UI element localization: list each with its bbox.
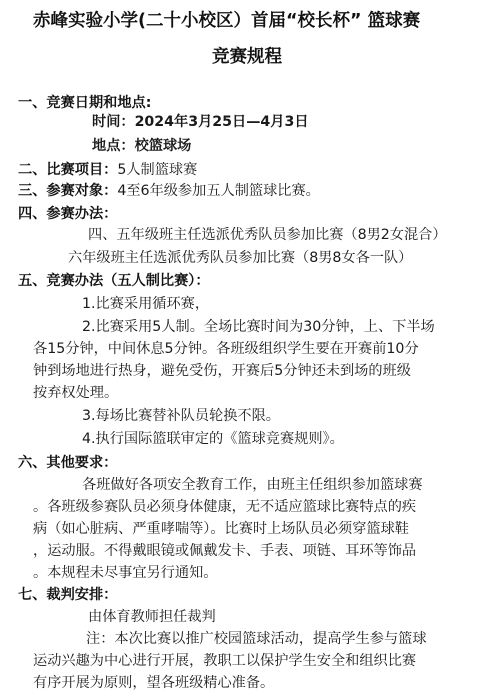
section2-row [18,160,197,180]
section6-line: 。本规程未尽事宜另行通知。 [33,565,218,581]
section5-line: 按弃权处理。 [33,385,119,401]
section7-heading: 七、裁判安排： [18,587,118,603]
section5-line: 各15分钟，中间休息5分钟。各班级组织学生要在开赛前10分 [33,341,419,357]
section5-line: 3.每场比赛替补队员轮换不限。 [82,408,280,424]
competition-date: 时间：2024年3月25日—4月3日 [92,114,309,130]
section6-line: 病（如心脏病、严重哮喘等）。比赛时上场队员必须穿篮球鞋 [33,521,409,537]
section4-line: 四、五年级班主任选派优秀队员参加比赛（8男2女混合） [88,227,447,243]
section2-text: 5人制篮球赛 [117,162,198,178]
section7-line: 运动兴趣为中心进行开展，教职工以保护学生安全和组织比赛 [33,653,417,669]
section5-line: 1.比赛采用循环赛， [82,296,210,312]
section5-line: 钟到场地进行热身，避免受伤，开赛后5分钟还未到场的班级 [33,363,411,379]
section2-heading: 二、比赛项目： [18,162,118,178]
section6-line: 。各班级参赛队员必须身体健康，无不适应篮球比赛特点的疾 [33,499,417,515]
section3-heading: 三、参赛对象： [18,183,118,199]
competition-place: 地点：校篮球场 [92,138,192,154]
section5-heading: 五、竞赛办法（五人制比赛）： [18,273,210,289]
document-subtitle: 竞赛规程 [212,47,282,67]
section1-heading: 一、竞赛日期和地点: [18,95,152,111]
section3-text: 4至6年级参加五人制篮球比赛。 [117,183,320,199]
section6-line: 各班做好各项安全教育工作，由班主任组织参加篮球赛 [82,477,423,493]
section3-row [18,181,320,201]
section4-line: 六年级班主任选派优秀队员参加比赛（8男8女各一队） [68,250,413,266]
section6-line: ，运动服。不得戴眼镜或佩戴发卡、手表、项链、耳环等饰品 [33,543,417,559]
section5-line: 4.执行国际篮联审定的《篮球竞赛规则》。 [82,431,344,447]
document-title: 赤峰实验小学(二十小校区）首届“校长杯” 篮球赛 [33,11,421,31]
section5-line: 2.比赛采用5人制。全场比赛时间为30分钟，上、下半场 [82,319,435,335]
section7-line: 注：本次比赛以推广校园篮球活动，提高学生参与篮球 [86,631,427,647]
section7-line: 由体育教师担任裁判 [88,609,216,625]
section4-heading: 四、参赛办法： [18,206,118,222]
section7-line: 有序开展为原则，望各班级精心准备。 [33,675,275,691]
section6-heading: 六、其他要求： [18,455,118,471]
